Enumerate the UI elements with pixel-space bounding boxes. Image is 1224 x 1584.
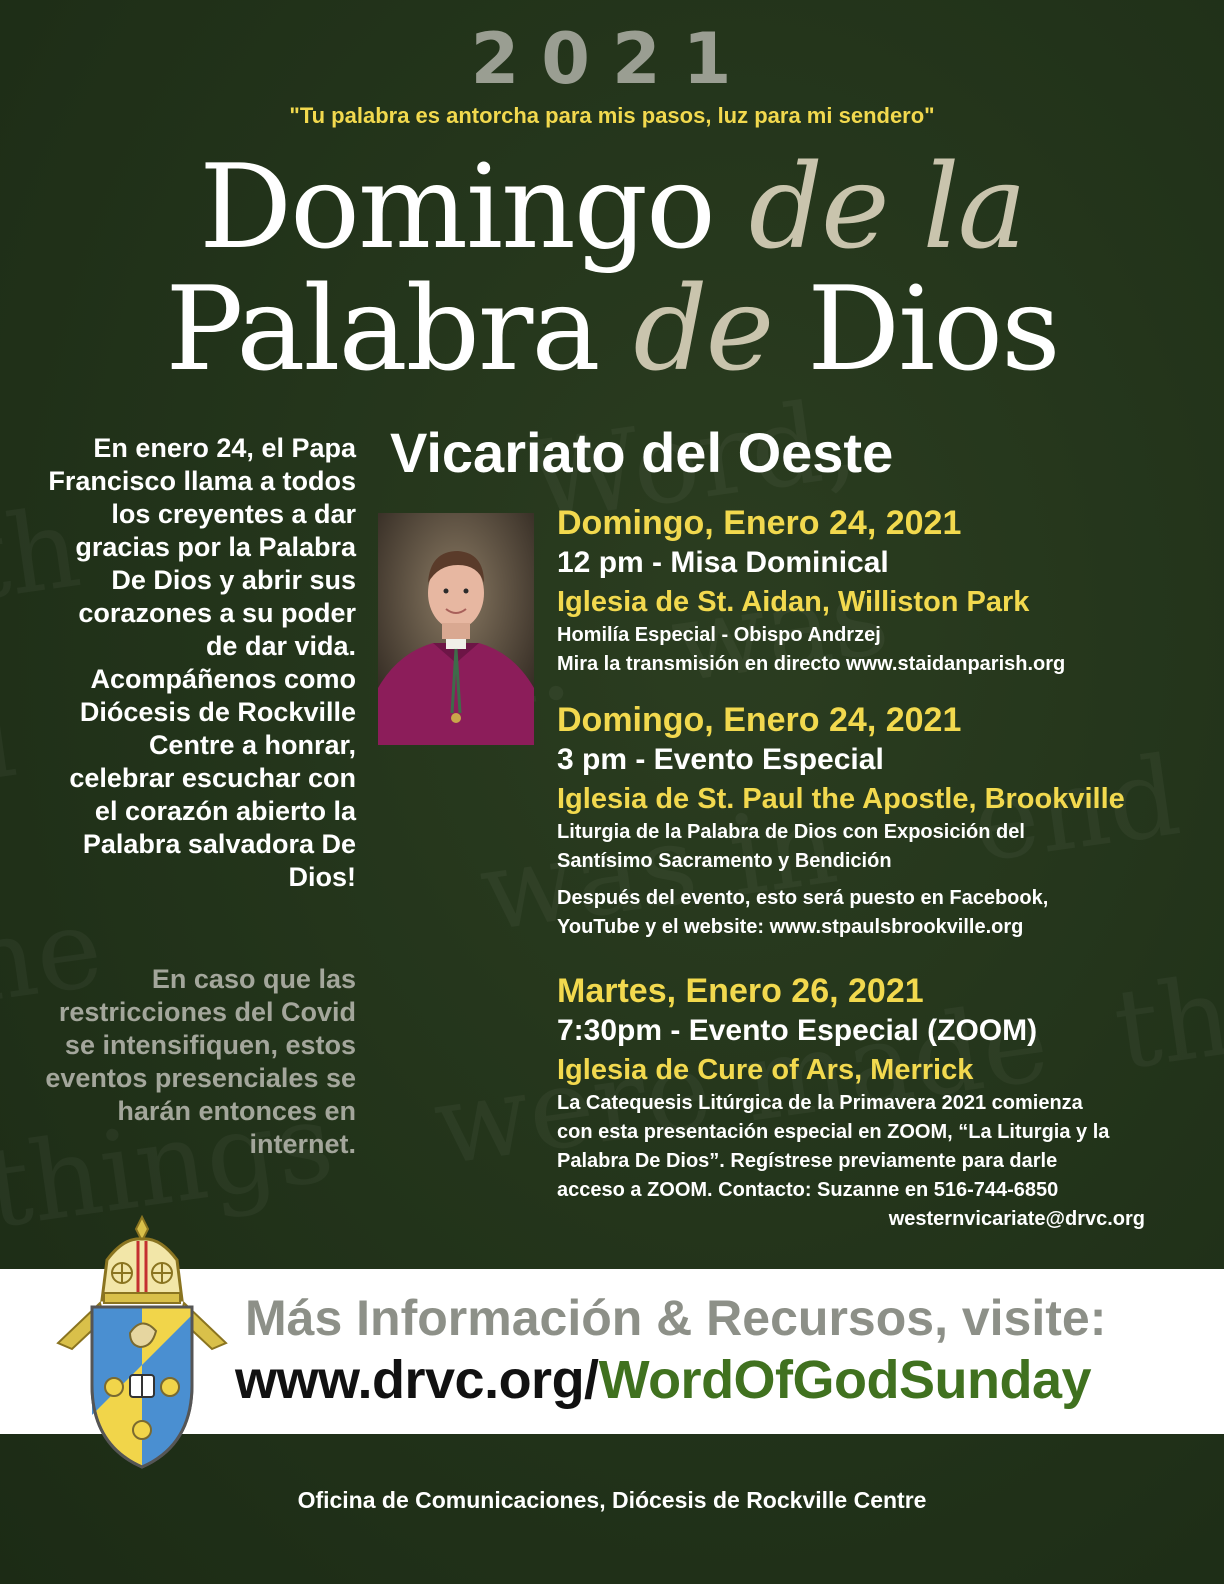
event-place: Iglesia de St. Aidan, Williston Park [557, 586, 1030, 618]
url-path[interactable]: WordOfGodSunday [598, 1350, 1092, 1410]
event-description: Palabra De Dios”. Regístrese previamente para darle [557, 1150, 1058, 1172]
event-description: Santísimo Sacramento y Bendición [557, 850, 892, 872]
title-word: Palabra [165, 262, 599, 397]
vicariate-subtitle: Vicariato del Oeste [390, 421, 894, 484]
covid-notice: En caso que las restricciones del Covid se intensifiquen, estos eventos presenciales se harán entonces en internet. [45, 964, 356, 1159]
event-description: Homilía Especial - Obispo Andrzej [557, 624, 881, 646]
title-word: Domingo [199, 140, 714, 275]
more-info-heading: Más Información & Recursos, visite: [245, 1290, 1107, 1346]
event-time: 3 pm - Evento Especial [557, 743, 884, 776]
title-word-italic: de [633, 262, 773, 397]
resources-link[interactable] [235, 1349, 1091, 1411]
contact-email[interactable]: westernvicariate@drvc.org [888, 1208, 1145, 1230]
event-1 [557, 503, 1197, 679]
event-date: Domingo, Enero 24, 2021 [557, 504, 962, 542]
title-line-2 [0, 262, 1224, 397]
url-base[interactable]: www.drvc.org/ [235, 1350, 599, 1410]
event-2 [557, 700, 1197, 942]
event-place: Iglesia de St. Paul the Apostle, Brookville [557, 783, 1125, 815]
intro-paragraph: En enero 24, el Papa Francisco llama a todos los creyentes a dar gracias por la Palabra De Dios y abrir sus corazones a su poder de dar vida. Acompáñenos como Diócesis de Rockville Centre a honrar, celebrar escuchar con el corazón abierto la Palabra salvadora De Dios! [48, 433, 356, 892]
title-word-italic: de la [748, 140, 1025, 275]
footer-credit: Oficina de Comunicaciones, Diócesis de Rockville Centre [297, 1487, 927, 1513]
event-description: con esta presentación especial en ZOOM, “La Liturgia y la [557, 1121, 1110, 1143]
event-after-note: YouTube y el website: www.stpaulsbrookville.org [557, 916, 1024, 938]
event-place: Iglesia de Cure of Ars, Merrick [557, 1054, 974, 1086]
event-3 [557, 971, 1197, 1234]
event-date: Domingo, Enero 24, 2021 [557, 701, 962, 739]
title-line-1 [0, 140, 1224, 275]
year: 2021 [470, 18, 754, 100]
event-livestream: Mira la transmisión en directo www.staidanparish.org [557, 653, 1066, 675]
bishop-portrait [378, 513, 534, 745]
event-description: Liturgia de la Palabra de Dios con Exposición del [557, 821, 1025, 843]
event-time: 12 pm - Misa Dominical [557, 546, 889, 579]
event-description: La Catequesis Litúrgica de la Primavera 2021 comienza [557, 1092, 1083, 1114]
event-time: 7:30pm - Evento Especial (ZOOM) [557, 1014, 1038, 1047]
event-after-note: Después del evento, esto será puesto en Facebook, [557, 887, 1049, 909]
verse-quote: "Tu palabra es antorcha para mis pasos, luz para mi sendero" [289, 103, 935, 128]
diocese-crest-icon [52, 1215, 232, 1473]
event-date: Martes, Enero 26, 2021 [557, 972, 924, 1010]
event-description: acceso a ZOOM. Contacto: Suzanne en 516-744-6850 [557, 1179, 1059, 1201]
title-word: Dios [807, 262, 1059, 397]
